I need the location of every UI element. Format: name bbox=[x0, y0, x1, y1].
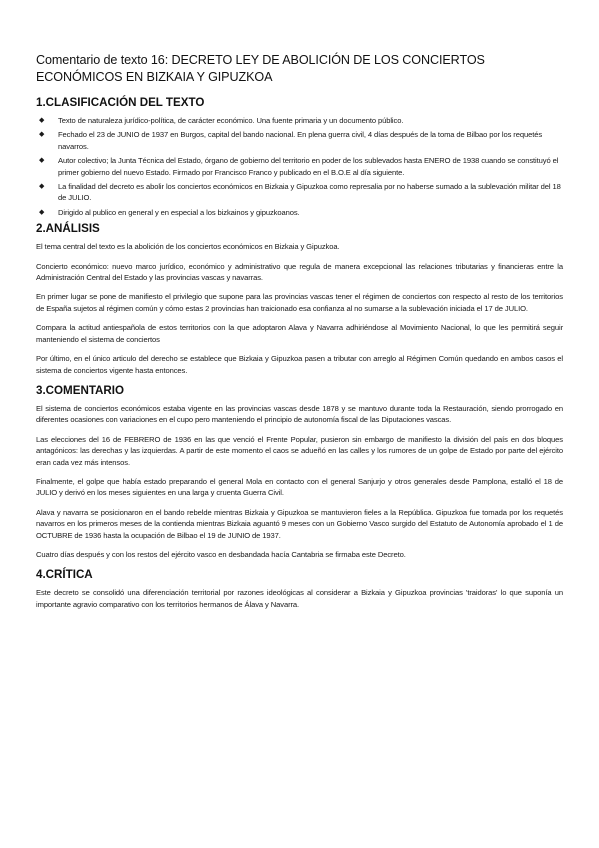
bullet-text: Texto de naturaleza jurídico-política, de carácter económico. Una fuente primaria y un documento público. bbox=[58, 116, 404, 125]
paragraph: Compara la actitud antiespañola de estos territorios con la que adoptaron Alava y Navarra adhiriéndose al Movimiento Nacional, lo que les permitirá seguir manteniendo el sistema de conciertos bbox=[36, 323, 563, 344]
bullet-item bbox=[36, 181, 563, 204]
paragraph: Cuatro días después y con los restos del ejército vasco en desbandada hacía Cantabria se firmaba este Decreto. bbox=[36, 549, 406, 559]
paragraph: Las elecciones del 16 de FEBRERO de 1936 en las que venció el Frente Popular, pusieron sin embargo de manifiesto la división del país en dos bloques antagónicos: las derechas y las izquierdas. A partir de este momento el caos se adueñó en las calles y los rumores de un golpe de Estado por parte del ejército eran cada vez más intensos. bbox=[36, 434, 563, 467]
section-clasificacion bbox=[36, 96, 563, 218]
section-heading-analisis: 2.ANÁLISIS bbox=[36, 222, 100, 236]
section-heading-critica: 4.CRÍTICA bbox=[36, 568, 93, 582]
paragraph: En primer lugar se pone de manifiesto el privilegio que supone para las provincias vascas tener el régimen de conciertos con respecto al resto de los territorios de España sujetos al régimen común y cómo estas 2 provincias han traicionado esa confianza al no sumarse a la sublevación iniciada el 17 de JULIO. bbox=[36, 292, 563, 313]
bullet-text: Dirigido al publico en general y en especial a los bizkainos y gipuzkoanos. bbox=[58, 207, 300, 217]
section-analisis bbox=[36, 222, 563, 376]
diamond-bullet-icon: ◆ bbox=[39, 117, 45, 124]
diamond-bullet-icon: ◆ bbox=[39, 183, 45, 191]
diamond-bullet-icon: ◆ bbox=[39, 208, 45, 216]
section-comentario bbox=[36, 384, 563, 560]
bullet-text: Autor colectivo; la Junta Técnica del Estado, órgano de gobierno del territorio en poder de los sublevados hasta ENERO de 1938 cuando se constituyó el primer gobierno del nuevo Estado. Firmado por Francisco Franco y publicado en el B.O.E al día siguiente. bbox=[58, 156, 559, 177]
diamond-bullet-icon: ◆ bbox=[39, 157, 45, 165]
paragraph: Finalmente, el golpe que había estado preparando el general Mola en contacto con el general Sanjurjo y otros generales desde Pamplona, estalló el 18 de JULIO y derivó en los meses siguientes en una larga y cruenta Guerra Civil. bbox=[36, 476, 563, 498]
section-heading-comentario: 3.COMENTARIO bbox=[36, 383, 125, 397]
document-title: Comentario de texto 16: DECRETO LEY DE ABOLICIÓN DE LOS CONCIERTOS ECONÓMICOS EN BIZKAIA Y GIPUZKOA bbox=[36, 53, 485, 84]
paragraph: Concierto económico: nuevo marco jurídico, económico y administrativo que regula de manera excepcional las relaciones tributarias y financieras entre la Administración Central del Estado y las provincias vascas y navarras. bbox=[36, 261, 563, 283]
bullet-item bbox=[36, 115, 563, 126]
section-heading-clasificacion: 1.CLASIFICACIÓN DEL TEXTO bbox=[36, 96, 205, 109]
paragraph: Por último, en el único articulo del derecho se establece que Bizkaia y Gipuzkoa pasen a tributar con arreglo al Régimen Común quedando en ambos casos el sistema de conciertos vigente hasta entonces. bbox=[36, 354, 563, 375]
bullet-item bbox=[36, 155, 563, 178]
bullet-item bbox=[36, 129, 563, 152]
bullet-text: Fechado el 23 de JUNIO de 1937 en Burgos, capital del bando nacional. En plena guerra civil, 4 días después de la toma de Bilbao por los requetés navarros. bbox=[58, 130, 543, 151]
paragraph: El sistema de conciertos económicos estaba vigente en las provincias vascas desde 1878 y se mantuvo durante toda la Restauración, siendo prorrogado en diferentes ocasiones con variaciones en el cupo pero manteniendo el principio de autonomía fiscal de las Diputaciones vascas. bbox=[36, 403, 563, 425]
bullet-text: La finalidad del decreto es abolir los conciertos económicos en Bizkaia y Gipuzkoa como represalia por no haberse sumado a la sublevación militar del 18 de JULIO. bbox=[58, 182, 561, 203]
paragraph: Alava y navarra se posicionaron en el bando rebelde mientras Bizkaia y Gipuzkoa se mantuvieron fieles a la República. Gipuzkoa fue tomada por los requetés navarros en los primeros meses de la contienda mientras Bizkaia aguantó 9 meses con un Gobierno Vasco surgido del Estatuto de Autonomía aprobado el 1 de OCTUBRE de 1936 hasta la ocupación de Bilbao el 19 de JUNIO de 1937. bbox=[36, 507, 563, 540]
diamond-bullet-icon: ◆ bbox=[39, 131, 45, 139]
bullet-item bbox=[36, 207, 563, 218]
bullet-list bbox=[36, 115, 563, 218]
paragraph: El tema central del texto es la abolición de los conciertos económicos en Bizkaia y Gipuzkoa. bbox=[36, 242, 340, 252]
paragraph: Este decreto se consolidó una diferenciación territorial por razones ideológicas al considerar a Bizkaia y Gipuzkoa provincias 'traidoras' lo que suponía un importante agravio comparativo con los territorios hermanos de Álava y Navarra. bbox=[36, 588, 563, 609]
section-critica bbox=[36, 568, 563, 610]
